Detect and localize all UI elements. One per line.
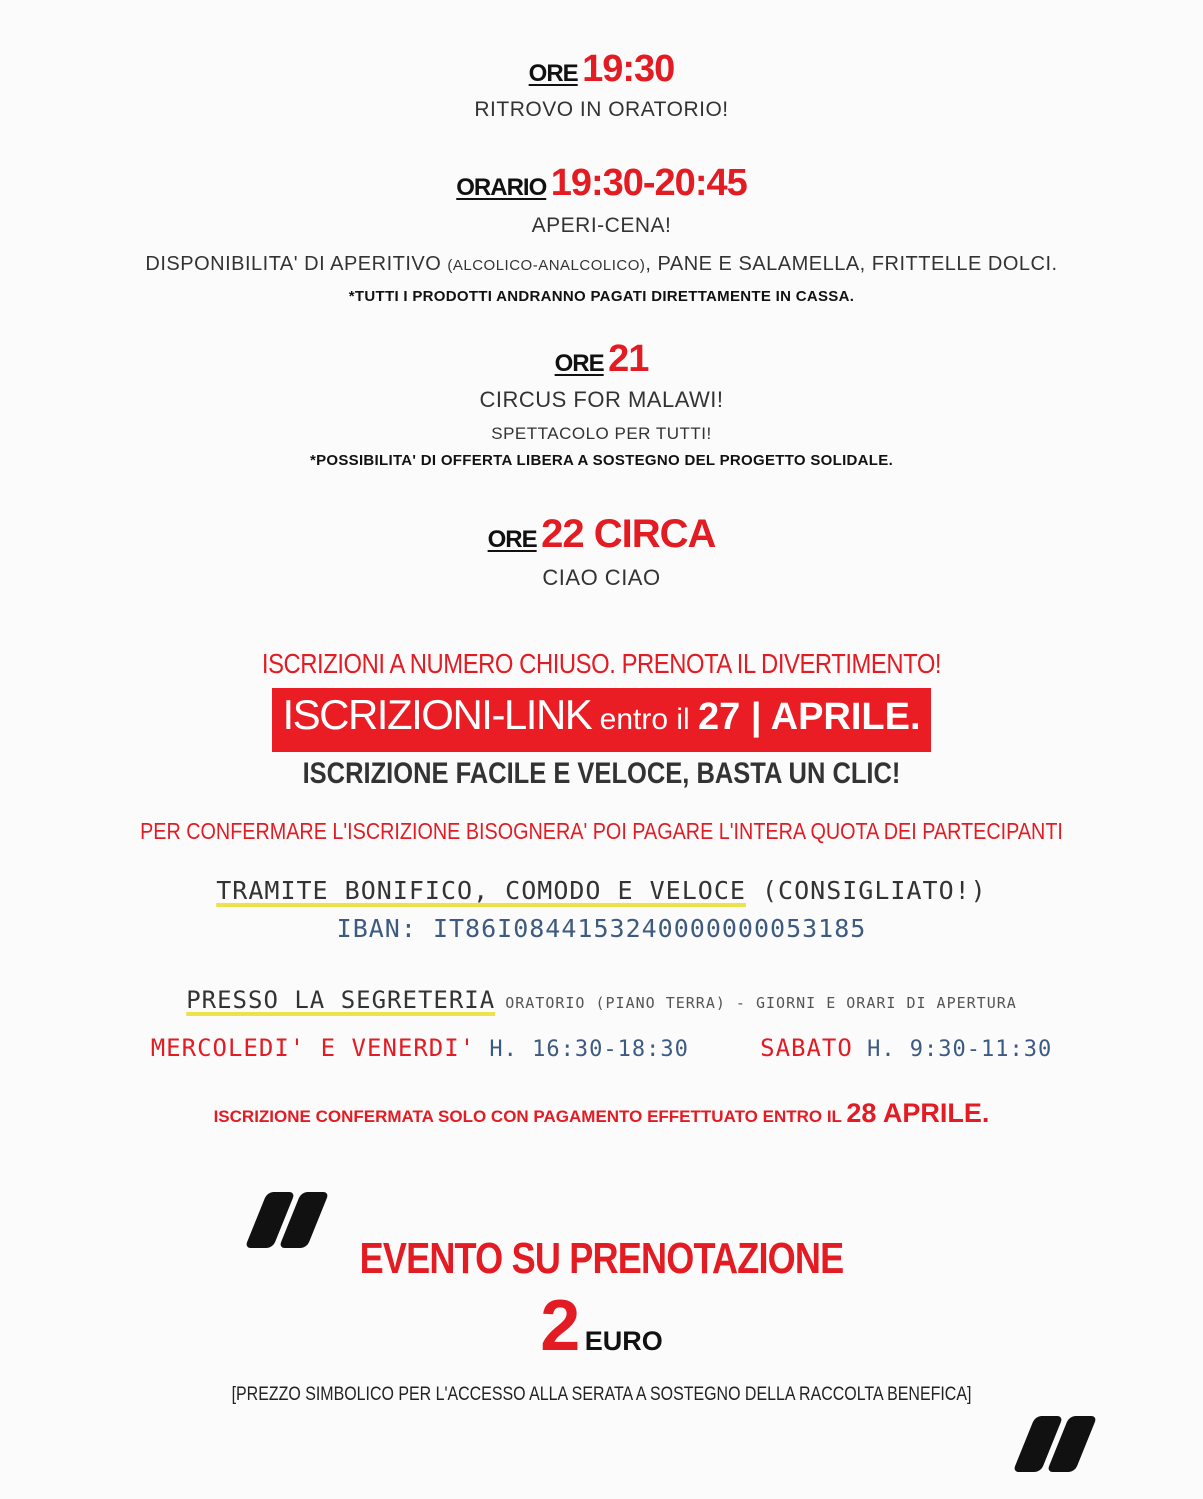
schedule-4-label: ORE xyxy=(487,526,537,553)
deadline-date: 28 APRILE. xyxy=(846,1098,990,1128)
banner-entro: entro il xyxy=(591,703,699,736)
schedule-3-label: ORE xyxy=(554,350,604,377)
confirm-notice: PER CONFERMARE L'ISCRIZIONE BISOGNERA' POI PAGARE L'INTERA QUOTA DEI PARTECIPANTI xyxy=(140,818,1063,844)
easy-signup: ISCRIZIONE FACILE E VELOCE, BASTA UN CLIC! xyxy=(302,757,901,790)
schedule-2-detail-a: DISPONIBILITA' DI APERITIVO xyxy=(145,253,448,275)
hours-weekday: H. 16:30-18:30 xyxy=(475,1037,689,1062)
close-quote-icon xyxy=(1018,1416,1092,1472)
schedule-4-heading xyxy=(0,512,1203,557)
hours-saturday: H. 9:30-11:30 xyxy=(852,1037,1053,1062)
price-amount: 2 xyxy=(540,1286,581,1366)
schedule-4-time: 22 CIRCA xyxy=(541,512,716,556)
price-title: EVENTO SU PRENOTAZIONE xyxy=(359,1234,844,1283)
schedule-2-label: ORARIO xyxy=(456,174,547,201)
bonifico-suggested: (CONSIGLIATO!) xyxy=(745,876,987,905)
schedule-3-heading xyxy=(0,338,1203,381)
schedule-1-heading xyxy=(0,48,1203,91)
bonifico-label: TRAMITE BONIFICO, COMODO E VELOCE xyxy=(216,876,746,905)
bonifico-line xyxy=(0,876,1203,905)
schedule-2-desc: APERI-CENA! xyxy=(531,214,672,237)
schedule-1-label: ORE xyxy=(528,60,578,87)
schedule-4-desc: CIAO CIAO xyxy=(542,565,661,590)
price-line xyxy=(0,1286,1203,1366)
schedule-3-note: *POSSIBILITA' DI OFFERTA LIBERA A SOSTEGNO DEL PROGETTO SOLIDALE. xyxy=(309,452,894,469)
schedule-2-detail-c: , PANE E SALAMELLA, FRITTELLE DOLCI. xyxy=(645,253,1058,275)
segreteria-label: PRESSO LA SEGRETERIA xyxy=(186,986,496,1014)
opening-hours xyxy=(0,1034,1203,1062)
schedule-2-detail xyxy=(0,253,1203,276)
schedule-1-time: 19:30 xyxy=(582,48,675,90)
banner-link-label: ISCRIZIONI-LINK xyxy=(282,691,592,738)
schedule-3-detail: SPETTACOLO PER TUTTI! xyxy=(491,424,712,443)
segreteria-line xyxy=(0,986,1203,1014)
days-weekday: MERCOLEDI' E VENERDI' xyxy=(150,1034,476,1062)
price-note: [PREZZO SIMBOLICO PER L'ACCESSO ALLA SERATA A SOSTEGNO DELLA RACCOLTA BENEFICA] xyxy=(231,1384,972,1405)
deadline-notice xyxy=(0,1098,1203,1129)
registration-link-banner[interactable] xyxy=(272,688,930,752)
schedule-3-time: 21 xyxy=(608,338,649,380)
price-unit: EURO xyxy=(584,1326,663,1356)
schedule-2-detail-b: (ALCOLICO-ANALCOLICO) xyxy=(447,257,646,274)
schedule-2-note: *TUTTI I PRODOTTI ANDRANNO PAGATI DIRETTAMENTE IN CASSA. xyxy=(348,288,855,305)
banner-date: 27 | APRILE. xyxy=(698,696,921,738)
registration-banner-row xyxy=(0,688,1203,752)
days-saturday: SABATO xyxy=(760,1034,853,1062)
closed-notice: ISCRIZIONI A NUMERO CHIUSO. PRENOTA IL DIVERTIMENTO! xyxy=(261,648,942,679)
deadline-text: ISCRIZIONE CONFERMATA SOLO CON PAGAMENTO EFFETTUATO ENTRO IL xyxy=(213,1107,847,1126)
schedule-2-heading xyxy=(0,162,1203,205)
schedule-3-desc: CIRCUS FOR MALAWI! xyxy=(479,387,724,412)
segreteria-detail: ORATORIO (PIANO TERRA) - GIORNI E ORARI DI APERTURA xyxy=(495,994,1017,1012)
schedule-1-desc: RITROVO IN ORATORIO! xyxy=(474,98,729,121)
schedule-2-time: 19:30-20:45 xyxy=(550,162,747,204)
iban[interactable]: IBAN: IT86I0844153240000000053185 xyxy=(336,914,867,943)
